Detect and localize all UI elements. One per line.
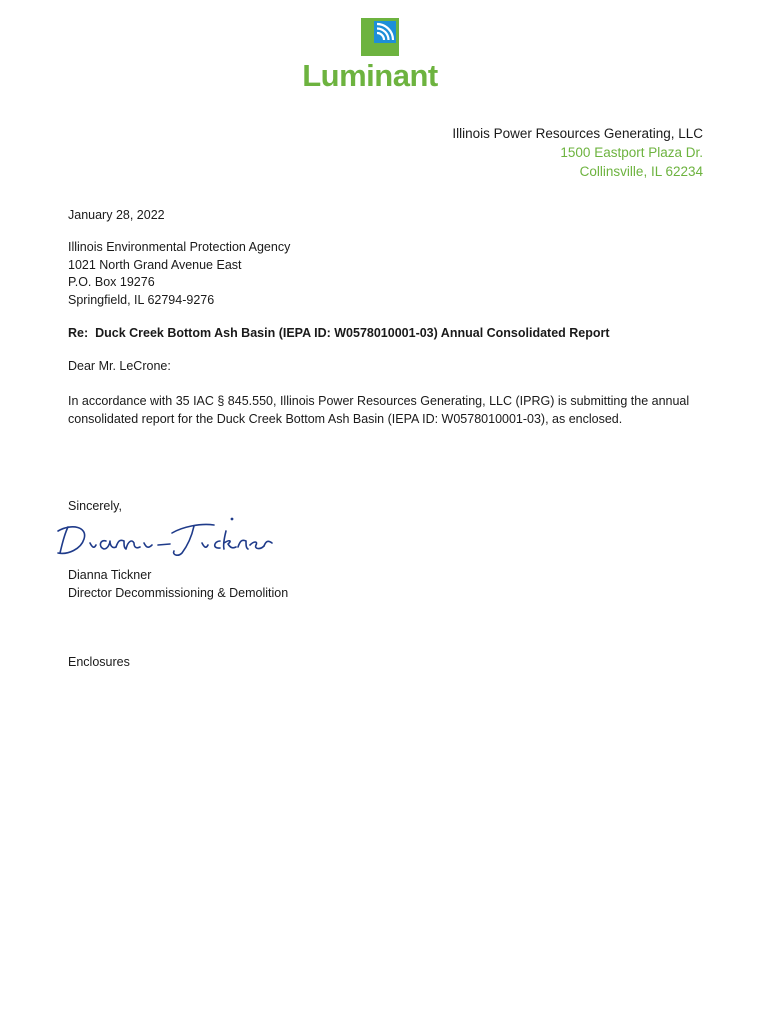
logo-wordmark: Luminant (302, 58, 438, 93)
enclosures-note: Enclosures (68, 655, 130, 669)
sender-company: Illinois Power Resources Generating, LLC (452, 126, 703, 141)
handwritten-signature (54, 513, 274, 563)
signer-name: Dianna Tickner (68, 568, 152, 582)
subject-line: Re: Duck Creek Bottom Ash Basin (IEPA ID: W0578010001-03) Annual Consolidated Report (68, 326, 610, 340)
recipient-address (68, 239, 290, 309)
signer-title: Director Decommissioning & Demolition (68, 585, 289, 600)
recipient-street: 1021 North Grand Avenue East (68, 257, 242, 272)
sender-address (452, 124, 703, 181)
luminant-logo (300, 18, 440, 96)
sender-street: 1500 Eastport Plaza Dr. (560, 145, 703, 160)
recipient-po-box: P.O. Box 19276 (68, 275, 155, 289)
letter-date: January 28, 2022 (68, 208, 165, 222)
signer-block (68, 567, 288, 602)
body-line-1: In accordance with 35 IAC § 845.550, Illinois Power Resources Generating, LLC (IPRG) is submitting the annual (68, 394, 690, 408)
closing: Sincerely, (68, 499, 122, 513)
body-paragraph (68, 393, 708, 428)
recipient-city: Springfield, IL 62794-9276 (68, 292, 215, 307)
body-line-2: consolidated report for the Duck Creek Bottom Ash Basin (IEPA ID: W0578010001-03), as enclosed. (68, 411, 623, 426)
luminant-signal-icon (361, 18, 399, 56)
recipient-organization: Illinois Environmental Protection Agency (68, 240, 291, 254)
sender-city: Collinsville, IL 62234 (579, 164, 703, 179)
salutation: Dear Mr. LeCrone: (68, 359, 171, 373)
